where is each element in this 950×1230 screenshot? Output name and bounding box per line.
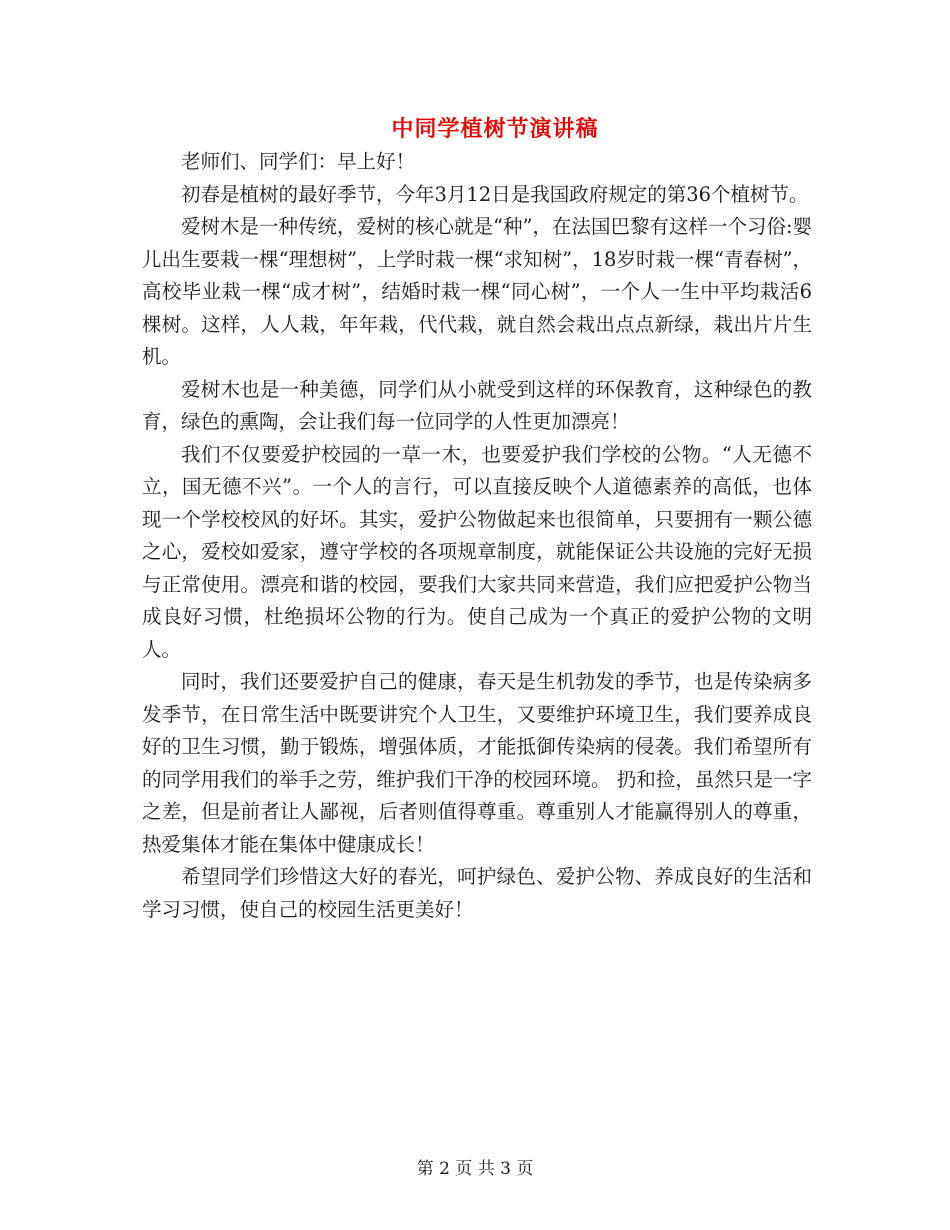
body-paragraph-5: 同时，我们还要爱护自己的健康，春天是生机勃发的季节，也是传染病多发季节，在日常生活中既要讲究个人卫生，又要维护环境卫生，我们要养成良好的卫生习惯，勤于锻炼，增强体质，才能抵御传染病的侵袭。我们希望所有的同学用我们的举手之劳，维护我们干净的校园环境。 扔和捡，虽然只是一字之差，但是前者让人鄙视，后者则值得尊重。尊重别人才能赢得别人的尊重，热爱集体才能在集体中健康成长！ xyxy=(142,670,812,856)
document-title: 中同学植树节演讲稿 xyxy=(391,116,599,142)
body-paragraph-1: 初春是植树的最好季节，今年3月12日是我国政府规定的第36个植树节。 xyxy=(181,182,809,206)
body-paragraph-4: 我们不仅要爱护校园的一草一木，也要爱护我们学校的公物。“人无德不立，国无德不兴”。一个人的言行，可以直接反映个人道德素养的高低，也体现一个学校校风的好坏。其实，爱护公物做起来也很简单，只要拥有一颗公德之心，爱校如爱家，遵守学校的各项规章制度，就能保证公共设施的完好无损与正常使用。漂亮和谐的校园，要我们大家共同来营造，我们应把爱护公物当成良好习惯，杜绝损坏公物的行为。使自己成为一个真正的爱护公物的文明人。 xyxy=(142,442,812,661)
page-number-label: 第 2 页 共 3 页 xyxy=(416,1159,534,1179)
body-paragraph-6: 希望同学们珍惜这大好的春光，呵护绿色、爱护公物、养成良好的生活和学习习惯，使自己的校园生活更美好！ xyxy=(142,865,812,921)
greeting-paragraph: 老师们、同学们：早上好！ xyxy=(181,150,416,173)
body-paragraph-2: 爱树木是一种传统，爱树的核心就是“种”，在法国巴黎有这样一个习俗:婴儿出生要栽一棵“理想树”，上学时栽一棵“求知树”，18岁时栽一棵“青春树”，高校毕业栽一棵“成才树”，结婚时栽一棵“同心树”，一个人一生中平均栽活6棵树。这样，人人栽，年年栽，代代栽，就自然会栽出点点新绿，栽出片片生机。 xyxy=(142,215,813,368)
page-footer xyxy=(0,1154,950,1179)
document-body xyxy=(142,142,812,926)
body-paragraph-3: 爱树木也是一种美德，同学们从小就受到这样的环保教育，这种绿色的教育，绿色的熏陶，会让我们每一位同学的人性更加漂亮！ xyxy=(142,377,812,433)
